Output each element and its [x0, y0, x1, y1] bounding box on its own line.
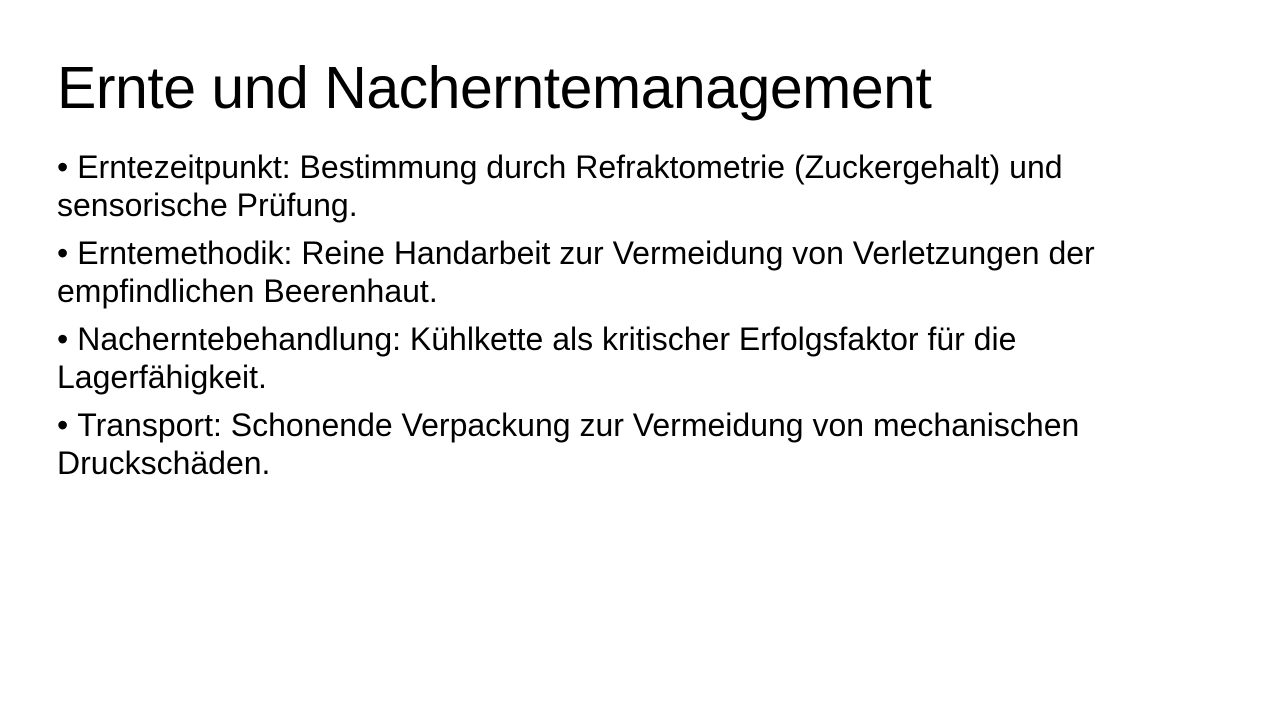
bullet-item — [57, 320, 1157, 396]
bullet-text: Erntezeitpunkt: Bestimmung durch Refraktometrie (Zuckergehalt) und sensorische Prüfung. — [57, 149, 1063, 223]
bullet-item — [57, 406, 1157, 482]
bullet-item — [57, 148, 1157, 224]
bullet-item — [57, 234, 1157, 310]
bullet-text: Transport: Schonende Verpackung zur Vermeidung von mechanischen Druckschäden. — [57, 407, 1080, 481]
slide-body-text — [57, 148, 1157, 492]
bullet-marker: • — [57, 407, 69, 443]
bullet-text: Erntemethodik: Reine Handarbeit zur Vermeidung von Verletzungen der empfindlichen Beerenhaut. — [57, 235, 1095, 309]
bullet-text: Nacherntebehandlung: Kühlkette als kritischer Erfolgsfaktor für die Lagerfähigkeit. — [57, 321, 1017, 395]
bullet-marker: • — [57, 149, 69, 185]
bullet-marker: • — [57, 235, 69, 271]
bullet-marker: • — [57, 321, 69, 357]
slide-title: Ernte und Nacherntemanagement — [57, 55, 932, 121]
